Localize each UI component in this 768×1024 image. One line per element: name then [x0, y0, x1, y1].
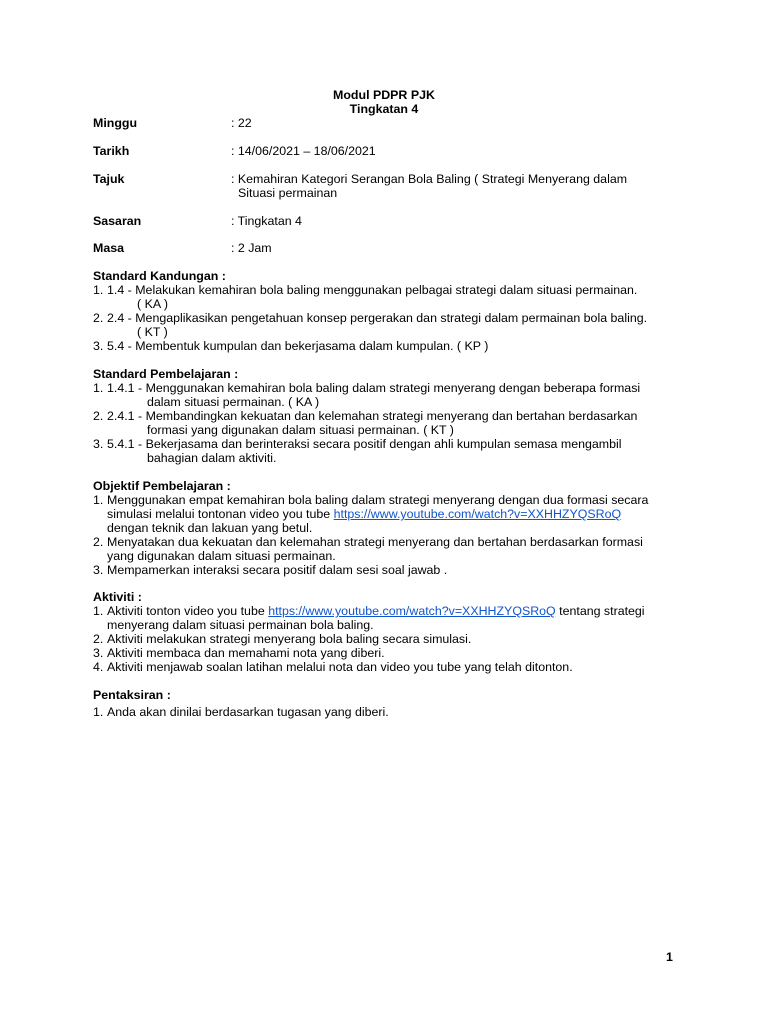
list-item: 1. Menggunakan empat kemahiran bola baling dalam strategi menyerang dengan dua formasi secara [93, 493, 649, 507]
meta-value-tajuk-cont: Situasi permainan [238, 186, 338, 200]
meta-label-tajuk: Tajuk [93, 172, 125, 186]
page-number: 1 [666, 950, 673, 964]
list-item: 3. Mempamerkan interaksi secara positif dalam sesi soal jawab . [93, 563, 448, 577]
list-item-cont: formasi yang digunakan dalam situasi permainan. ( KT ) [147, 423, 454, 437]
list-item-cont: dalam situasi permainan. ( KA ) [147, 395, 320, 409]
list-item: 1. 1.4.1 - Menggunakan kemahiran bola baling dalam strategi menyerang dengan beberapa formasi [93, 381, 641, 395]
list-item-cont: ( KA ) [137, 297, 168, 311]
list-item-cont: simulasi melalui tontonan video you tube https://www.youtube.com/watch?v=XXHHZYQSRoQ [107, 507, 622, 521]
list-item: 1. 1.4 - Melakukan kemahiran bola baling menggunakan pelbagai strategi dalam situasi permainan. [93, 283, 638, 297]
youtube-link[interactable]: https://www.youtube.com/watch?v=XXHHZYQSRoQ [268, 604, 556, 618]
list-item: 3. 5.4 - Membentuk kumpulan dan bekerjasama dalam kumpulan. ( KP ) [93, 339, 489, 353]
list-item-cont: ( KT ) [137, 325, 168, 339]
heading-objektif-pembelajaran: Objektif Pembelajaran : [93, 479, 231, 493]
heading-pentaksiran: Pentaksiran : [93, 688, 171, 702]
heading-aktiviti: Aktiviti : [93, 590, 142, 604]
meta-label-minggu: Minggu [93, 116, 138, 130]
list-item-cont: dengan teknik dan lakuan yang betul. [107, 521, 313, 535]
document-subtitle: Tingkatan 4 [349, 102, 419, 116]
list-item: 3. 5.4.1 - Bekerjasama dan berinteraksi secara positif dengan ahli kumpulan semasa mengambil [93, 437, 622, 451]
heading-standard-kandungan: Standard Kandungan : [93, 269, 226, 283]
list-item: 4. Aktiviti menjawab soalan latihan melalui nota dan video you tube yang telah ditonton. [93, 660, 573, 674]
list-item: 3. Aktiviti membaca dan memahami nota yang diberi. [93, 646, 385, 660]
meta-value-minggu: : 22 [231, 116, 252, 130]
list-item: 2. 2.4.1 - Membandingkan kekuatan dan kelemahan strategi menyerang dan bertahan berdasarkan [93, 409, 638, 423]
list-item-cont: menyerang dalam situasi permainan bola baling. [107, 618, 374, 632]
meta-value-tarikh: : 14/06/2021 – 18/06/2021 [231, 144, 376, 158]
meta-label-sasaran: Sasaran [93, 214, 142, 228]
meta-label-masa: Masa [93, 241, 124, 255]
meta-value-sasaran: : Tingkatan 4 [231, 214, 302, 228]
youtube-link[interactable]: https://www.youtube.com/watch?v=XXHHZYQSRoQ [333, 507, 622, 521]
list-item: 2. 2.4 - Mengaplikasikan pengetahuan konsep pergerakan dan strategi dalam permainan bola baling. [93, 311, 648, 325]
list-item-cont: yang digunakan dalam situasi permainan. [107, 549, 336, 563]
heading-standard-pembelajaran: Standard Pembelajaran : [93, 367, 239, 381]
meta-label-tarikh: Tarikh [93, 144, 130, 158]
list-item: 2. Menyatakan dua kekuatan dan kelemahan strategi menyerang dan bertahan berdasarkan formasi [93, 535, 643, 549]
document-title: Modul PDPR PJK [333, 88, 435, 102]
meta-value-masa: : 2 Jam [231, 241, 272, 255]
list-item: 1. Anda akan dinilai berdasarkan tugasan yang diberi. [93, 705, 389, 719]
meta-value-tajuk: : Kemahiran Kategori Serangan Bola Baling ( Strategi Menyerang dalam [231, 172, 628, 186]
list-item: 1. Aktiviti tonton video you tube https://www.youtube.com/watch?v=XXHHZYQSRoQ tentang strategi [93, 604, 645, 618]
list-item-cont: bahagian dalam aktiviti. [147, 451, 277, 465]
list-item: 2. Aktiviti melakukan strategi menyerang bola baling secara simulasi. [93, 632, 472, 646]
